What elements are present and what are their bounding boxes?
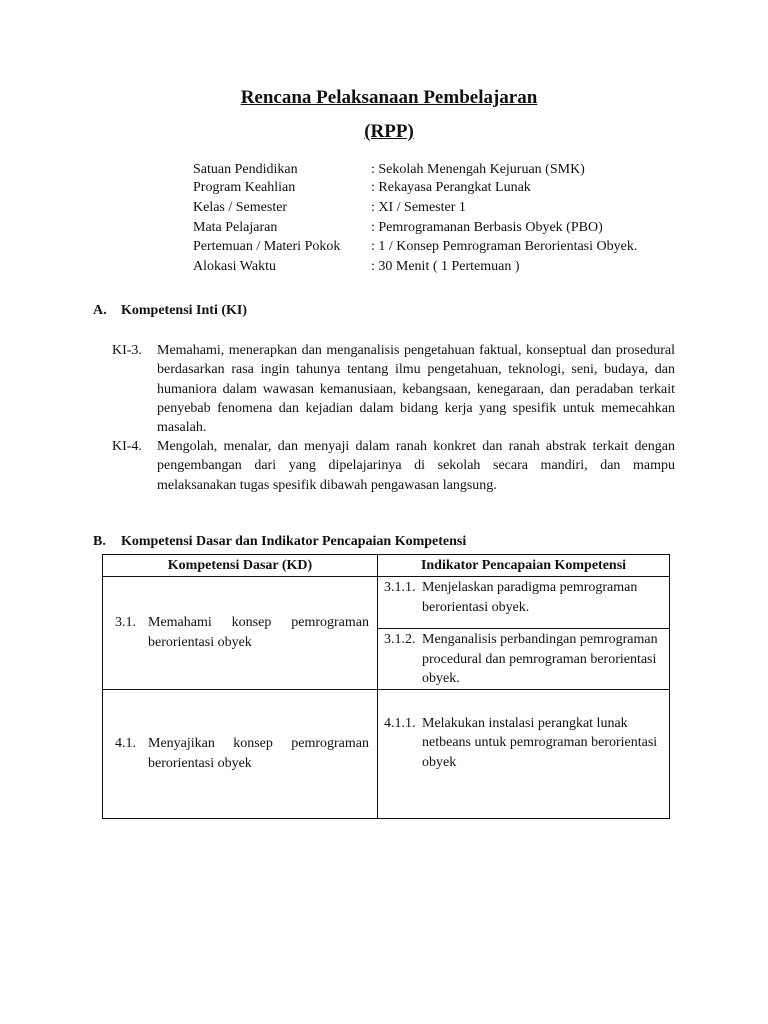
identity-row bbox=[193, 198, 637, 218]
identity-row bbox=[193, 237, 637, 257]
identity-value: : 30 Menit ( 1 Pertemuan ) bbox=[371, 258, 520, 274]
ki-item bbox=[112, 437, 675, 495]
kd-text: Menyajikan konsep pemrograman berorientasi obyek bbox=[148, 736, 369, 771]
identity-value: : Rekayasa Perangkat Lunak bbox=[371, 179, 531, 195]
competency-table bbox=[102, 554, 670, 819]
kd-number: 3.1. bbox=[115, 615, 136, 631]
identity-value: : XI / Semester 1 bbox=[371, 200, 466, 216]
indicator-cell bbox=[378, 689, 670, 818]
indicator-text: Melakukan instalasi perangkat lunak netbeans untuk pemrograman berorientasi obyek bbox=[422, 715, 658, 770]
kd-cell bbox=[103, 689, 378, 818]
indicator-text: Menjelaskan paradigma pemrograman berorientasi obyek. bbox=[422, 580, 638, 615]
section-letter: B. bbox=[93, 534, 106, 549]
kd-text: Memahami konsep pemrograman berorientasi obyek bbox=[148, 615, 369, 650]
indicator-number: 3.1.1. bbox=[384, 580, 416, 595]
identity-row bbox=[193, 178, 637, 198]
identity-label: Pertemuan / Materi Pokok bbox=[193, 239, 341, 255]
identity-value: : Sekolah Menengah Kejuruan (SMK) bbox=[371, 162, 585, 177]
table-row bbox=[103, 577, 670, 629]
identity-label: Mata Pelajaran bbox=[193, 219, 278, 235]
identity-value: : 1 / Konsep Pemrograman Berorientasi Obyek. bbox=[371, 239, 638, 255]
document-title: Rencana Pelaksanaan Pembelajaran bbox=[240, 87, 538, 108]
indicator-number: 3.1.2. bbox=[384, 632, 416, 647]
table-header-row bbox=[103, 555, 670, 577]
ki-item bbox=[112, 341, 675, 437]
section-title: Kompetensi Dasar dan Indikator Pencapaian Kompetensi bbox=[121, 534, 467, 549]
section-b-heading bbox=[93, 534, 466, 550]
table-row bbox=[103, 689, 670, 818]
identity-label: Satuan Pendidikan bbox=[193, 162, 298, 177]
kd-number: 4.1. bbox=[115, 736, 136, 751]
kd-cell bbox=[103, 577, 378, 690]
identity-row bbox=[193, 257, 637, 277]
document-subtitle: (RPP) bbox=[364, 121, 414, 142]
identity-label: Kelas / Semester bbox=[193, 200, 288, 216]
indicator-cell bbox=[378, 629, 670, 690]
indicator-text: Menganalisis perbandingan pemrograman procedural dan pemrograman berorientasi obyek. bbox=[422, 632, 658, 686]
section-a-heading bbox=[93, 303, 247, 319]
ki-number: KI-4. bbox=[112, 439, 142, 454]
table-header: Indikator Pencapaian Kompetensi bbox=[378, 555, 670, 577]
ki-text: Mengolah, menalar, dan menyaji dalam ranah konkret dan ranah abstrak terkait dengan pengembangan dari yang dipelajarinya di sekolah secara mandiri, dan mampu melaksanakan tugas spesifik dibawah pengawasan langsung. bbox=[157, 439, 675, 493]
identity-label: Alokasi Waktu bbox=[193, 258, 276, 274]
ki-number: KI-3. bbox=[112, 343, 142, 358]
ki-text: Memahami, menerapkan dan menganalisis pengetahuan faktual, konseptual dan prosedural berdasarkan rasa ingin tahunya tentang ilmu pengetahuan, teknologi, seni, budaya, dan humaniora dalam wawasan kemanusiaan, kebangsaan, kenegaraan, dan peradaban terkait penyebab fenomena dan kejadian dalam bidang kerja yang spesifik untuk memecahkan masalah. bbox=[157, 343, 675, 436]
identity-value: : Pemrogramanan Berbasis Obyek (PBO) bbox=[371, 219, 603, 235]
section-title: Kompetensi Inti (KI) bbox=[121, 303, 247, 318]
identity-label: Program Keahlian bbox=[193, 179, 296, 195]
indicator-number: 4.1.1. bbox=[384, 715, 416, 731]
table-header: Kompetensi Dasar (KD) bbox=[103, 555, 378, 577]
identity-block bbox=[193, 160, 637, 277]
identity-row bbox=[193, 218, 637, 238]
section-letter: A. bbox=[93, 303, 107, 318]
indicator-cell bbox=[378, 577, 670, 629]
